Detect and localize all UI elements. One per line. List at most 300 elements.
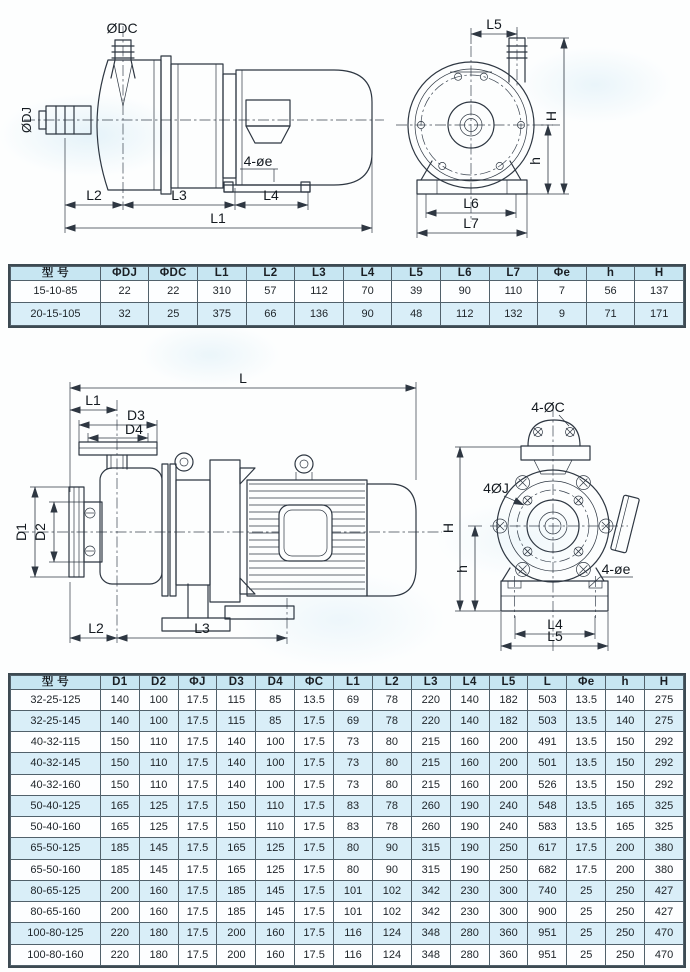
value-cell: 380 — [645, 838, 684, 859]
dim-label-4e: 4-øe — [601, 561, 631, 577]
table-row — [11, 303, 684, 326]
value-cell: 39 — [392, 280, 441, 303]
model-cell: 65-50-160 — [11, 859, 101, 880]
value-cell: 165 — [606, 817, 645, 838]
value-cell: 182 — [489, 689, 528, 710]
value-cell: 69 — [334, 710, 373, 731]
value-cell: 56 — [586, 280, 635, 303]
model-cell: 32-25-145 — [11, 710, 101, 731]
suction-flange — [79, 442, 157, 469]
value-cell: 280 — [450, 923, 489, 944]
dimension-table-large — [10, 675, 684, 966]
value-cell: 190 — [450, 838, 489, 859]
value-cell: 470 — [645, 923, 684, 944]
value-cell: 140 — [100, 710, 139, 731]
dim-label-l3: L3 — [194, 620, 210, 636]
model-cell: 100-80-125 — [11, 923, 101, 944]
value-cell: 17.5 — [295, 817, 334, 838]
value-cell: 13.5 — [567, 753, 606, 774]
value-cell: 90 — [343, 303, 392, 326]
value-cell: 190 — [450, 859, 489, 880]
dim-label-d1: D1 — [13, 523, 29, 541]
value-cell: 200 — [606, 838, 645, 859]
value-cell: 110 — [256, 795, 295, 816]
value-cell: 250 — [489, 859, 528, 880]
value-cell: 300 — [489, 880, 528, 901]
value-cell: 200 — [606, 859, 645, 880]
small-pump-side-drawing — [18, 2, 390, 254]
value-cell: 17.5 — [567, 859, 606, 880]
value-cell: 250 — [606, 944, 645, 965]
table-row — [11, 732, 684, 753]
value-cell: 80 — [372, 774, 411, 795]
value-cell: 71 — [586, 303, 635, 326]
value-cell: 250 — [606, 923, 645, 944]
table-row — [11, 859, 684, 880]
value-cell: 360 — [489, 944, 528, 965]
value-cell: 220 — [411, 689, 450, 710]
model-cell: 80-65-125 — [11, 880, 101, 901]
table-row — [11, 689, 684, 710]
value-cell: 280 — [450, 944, 489, 965]
value-cell: 150 — [606, 774, 645, 795]
value-cell: 17.5 — [178, 774, 217, 795]
value-cell: 13.5 — [567, 689, 606, 710]
dim-label-h: h — [527, 157, 543, 165]
value-cell: 17.5 — [295, 732, 334, 753]
value-cell: 70 — [343, 280, 392, 303]
column-header: L3 — [295, 267, 344, 281]
column-header: L — [528, 676, 567, 690]
value-cell: 78 — [372, 795, 411, 816]
column-header: h — [606, 676, 645, 690]
side-bracket — [610, 495, 639, 553]
value-cell: 13.5 — [567, 732, 606, 753]
dim-label-d3: D3 — [127, 407, 145, 423]
value-cell: 150 — [100, 732, 139, 753]
dim-label-l1: L1 — [85, 392, 101, 408]
motor-bracket — [223, 74, 236, 178]
value-cell: 17.5 — [295, 859, 334, 880]
value-cell: 69 — [334, 689, 373, 710]
column-header: ΦDJ — [100, 267, 149, 281]
value-cell: 292 — [645, 774, 684, 795]
value-cell: 115 — [217, 689, 256, 710]
value-cell: 125 — [256, 859, 295, 880]
value-cell: 171 — [635, 303, 684, 326]
value-cell: 115 — [217, 710, 256, 731]
column-header: L6 — [440, 267, 489, 281]
terminal-box — [246, 100, 290, 126]
value-cell: 240 — [489, 795, 528, 816]
value-cell: 150 — [217, 795, 256, 816]
value-cell: 110 — [139, 774, 178, 795]
value-cell: 17.5 — [178, 838, 217, 859]
dim-label-l7: L7 — [463, 215, 479, 231]
value-cell: 165 — [217, 859, 256, 880]
dim-label-l5: L5 — [547, 628, 563, 644]
value-cell: 190 — [450, 817, 489, 838]
value-cell: 17.5 — [567, 838, 606, 859]
value-cell: 503 — [528, 689, 567, 710]
clamp-ring — [161, 56, 171, 194]
value-cell: 124 — [372, 944, 411, 965]
value-cell: 102 — [372, 880, 411, 901]
value-cell: 100 — [256, 774, 295, 795]
column-header: D3 — [217, 676, 256, 690]
value-cell: 165 — [606, 795, 645, 816]
value-cell: 13.5 — [567, 817, 606, 838]
value-cell: 140 — [450, 710, 489, 731]
table-row — [11, 838, 684, 859]
value-cell: 85 — [256, 710, 295, 731]
value-cell: 66 — [246, 303, 295, 326]
value-cell: 25 — [149, 303, 198, 326]
column-header: 型 号 — [11, 267, 101, 281]
column-header: D1 — [100, 676, 139, 690]
value-cell: 427 — [645, 902, 684, 923]
value-cell: 90 — [372, 838, 411, 859]
value-cell: 360 — [489, 923, 528, 944]
value-cell: 13.5 — [567, 795, 606, 816]
value-cell: 150 — [217, 817, 256, 838]
column-header: L2 — [246, 267, 295, 281]
value-cell: 17.5 — [178, 710, 217, 731]
value-cell: 900 — [528, 902, 567, 923]
value-cell: 140 — [606, 689, 645, 710]
value-cell: 200 — [489, 774, 528, 795]
value-cell: 17.5 — [295, 710, 334, 731]
value-cell: 17.5 — [295, 944, 334, 965]
value-cell: 145 — [139, 838, 178, 859]
dim-label-l1: L1 — [210, 210, 226, 226]
header-row — [11, 676, 684, 690]
value-cell: 682 — [528, 859, 567, 880]
table-row — [11, 795, 684, 816]
value-cell: 17.5 — [178, 923, 217, 944]
table-row — [11, 280, 684, 303]
value-cell: 90 — [372, 859, 411, 880]
value-cell: 740 — [528, 880, 567, 901]
large-pump-front-drawing — [440, 376, 688, 654]
value-cell: 250 — [606, 880, 645, 901]
model-cell: 40-32-160 — [11, 774, 101, 795]
value-cell: 116 — [334, 923, 373, 944]
value-cell: 185 — [100, 838, 139, 859]
value-cell: 503 — [528, 710, 567, 731]
value-cell: 548 — [528, 795, 567, 816]
value-cell: 110 — [256, 817, 295, 838]
table-row — [11, 817, 684, 838]
value-cell: 90 — [440, 280, 489, 303]
value-cell: 200 — [217, 923, 256, 944]
dimension-table-small — [10, 266, 684, 326]
value-cell: 140 — [217, 732, 256, 753]
column-header: L2 — [372, 676, 411, 690]
value-cell: 165 — [100, 795, 139, 816]
value-cell: 17.5 — [295, 774, 334, 795]
value-cell: 230 — [450, 902, 489, 923]
value-cell: 240 — [489, 817, 528, 838]
value-cell: 17.5 — [295, 923, 334, 944]
value-cell: 380 — [645, 859, 684, 880]
value-cell: 325 — [645, 817, 684, 838]
column-header: ΦC — [295, 676, 334, 690]
dim-label-l2: L2 — [86, 187, 102, 203]
value-cell: 140 — [217, 774, 256, 795]
value-cell: 160 — [450, 732, 489, 753]
table-row — [11, 880, 684, 901]
dim-label-d4: D4 — [125, 421, 143, 437]
value-cell: 292 — [645, 732, 684, 753]
value-cell: 110 — [139, 732, 178, 753]
value-cell: 260 — [411, 795, 450, 816]
value-cell: 83 — [334, 817, 373, 838]
value-cell: 583 — [528, 817, 567, 838]
value-cell: 101 — [334, 902, 373, 923]
value-cell: 17.5 — [295, 902, 334, 923]
dim-label-d2: D2 — [32, 523, 48, 541]
value-cell: 160 — [450, 753, 489, 774]
table-row — [11, 944, 684, 965]
value-cell: 48 — [392, 303, 441, 326]
value-cell: 325 — [645, 795, 684, 816]
model-cell: 80-65-160 — [11, 902, 101, 923]
dim-label-l2: L2 — [88, 620, 104, 636]
value-cell: 100 — [256, 753, 295, 774]
value-cell: 275 — [645, 689, 684, 710]
small-pump-front-drawing — [392, 8, 594, 256]
value-cell: 13.5 — [295, 689, 334, 710]
value-cell: 165 — [100, 817, 139, 838]
value-cell: 160 — [450, 774, 489, 795]
discharge-flange-top — [521, 420, 590, 474]
value-cell: 102 — [372, 902, 411, 923]
value-cell: 342 — [411, 880, 450, 901]
value-cell: 125 — [139, 817, 178, 838]
value-cell: 17.5 — [295, 880, 334, 901]
value-cell: 145 — [139, 859, 178, 880]
value-cell: 617 — [528, 838, 567, 859]
value-cell: 17.5 — [178, 902, 217, 923]
value-cell: 300 — [489, 902, 528, 923]
column-header: Φe — [538, 267, 587, 281]
dim-label-dj: ØDJ — [19, 107, 34, 133]
value-cell: 17.5 — [178, 880, 217, 901]
value-cell: 9 — [538, 303, 587, 326]
column-header: D2 — [139, 676, 178, 690]
dim-label-e: 4-øe — [243, 153, 273, 169]
value-cell: 160 — [256, 923, 295, 944]
pump-feet — [417, 161, 527, 194]
magnet-housing — [176, 480, 210, 585]
model-cell: 100-80-160 — [11, 944, 101, 965]
value-cell: 200 — [489, 753, 528, 774]
value-cell: 150 — [100, 753, 139, 774]
lifting-eye-motor — [295, 455, 313, 480]
value-cell: 220 — [100, 944, 139, 965]
value-cell: 110 — [139, 753, 178, 774]
value-cell: 100 — [139, 689, 178, 710]
column-header: H — [645, 676, 684, 690]
motor-foot — [225, 606, 294, 619]
value-cell: 17.5 — [178, 795, 217, 816]
value-cell: 250 — [489, 838, 528, 859]
column-header: Φe — [567, 676, 606, 690]
value-cell: 145 — [256, 880, 295, 901]
pump-base — [501, 568, 608, 611]
value-cell: 220 — [100, 923, 139, 944]
value-cell: 17.5 — [178, 753, 217, 774]
model-cell: 40-32-115 — [11, 732, 101, 753]
dim-label-H: H — [440, 522, 456, 534]
model-cell: 65-50-125 — [11, 838, 101, 859]
value-cell: 25 — [567, 923, 606, 944]
value-cell: 80 — [334, 859, 373, 880]
value-cell: 491 — [528, 732, 567, 753]
value-cell: 315 — [411, 859, 450, 880]
value-cell: 200 — [217, 944, 256, 965]
value-cell: 136 — [295, 303, 344, 326]
model-cell: 50-40-125 — [11, 795, 101, 816]
dim-label-4c: 4-ØC — [531, 399, 565, 415]
motor-nameplate — [279, 505, 332, 561]
value-cell: 78 — [372, 710, 411, 731]
value-cell: 375 — [198, 303, 247, 326]
value-cell: 25 — [567, 902, 606, 923]
column-header: L3 — [411, 676, 450, 690]
column-header: L4 — [343, 267, 392, 281]
value-cell: 200 — [100, 902, 139, 923]
value-cell: 150 — [606, 732, 645, 753]
column-header: L1 — [334, 676, 373, 690]
column-header: h — [586, 267, 635, 281]
value-cell: 73 — [334, 753, 373, 774]
value-cell: 125 — [139, 795, 178, 816]
value-cell: 145 — [256, 902, 295, 923]
value-cell: 215 — [411, 774, 450, 795]
dimension-table-small-wrap — [8, 264, 686, 328]
dim-label-l3: L3 — [171, 187, 187, 203]
header-row — [11, 267, 684, 281]
value-cell: 470 — [645, 944, 684, 965]
model-cell: 20-15-105 — [11, 303, 101, 326]
value-cell: 17.5 — [178, 859, 217, 880]
dim-label-h: h — [454, 565, 470, 573]
value-cell: 220 — [411, 710, 450, 731]
value-cell: 160 — [139, 902, 178, 923]
value-cell: 250 — [606, 902, 645, 923]
dim-label-l4: L4 — [547, 616, 563, 632]
value-cell: 427 — [645, 880, 684, 901]
column-header: L5 — [392, 267, 441, 281]
column-header: L5 — [489, 676, 528, 690]
dim-label-l5: L5 — [486, 16, 502, 32]
value-cell: 342 — [411, 902, 450, 923]
table-row — [11, 902, 684, 923]
value-cell: 150 — [606, 753, 645, 774]
value-cell: 25 — [567, 944, 606, 965]
value-cell: 275 — [645, 710, 684, 731]
value-cell: 116 — [334, 944, 373, 965]
magnet-housing — [171, 64, 223, 188]
model-cell: 15-10-85 — [11, 280, 101, 303]
value-cell: 132 — [489, 303, 538, 326]
value-cell: 100 — [256, 732, 295, 753]
dim-label-4j: 4ØJ — [483, 480, 509, 496]
value-cell: 348 — [411, 923, 450, 944]
value-cell: 200 — [100, 880, 139, 901]
value-cell: 180 — [139, 944, 178, 965]
value-cell: 292 — [645, 753, 684, 774]
value-cell: 315 — [411, 838, 450, 859]
value-cell: 78 — [372, 817, 411, 838]
value-cell: 110 — [489, 280, 538, 303]
value-cell: 215 — [411, 732, 450, 753]
column-header: H — [635, 267, 684, 281]
value-cell: 180 — [139, 923, 178, 944]
motor-body — [247, 480, 416, 596]
value-cell: 185 — [217, 880, 256, 901]
value-cell: 25 — [567, 880, 606, 901]
value-cell: 17.5 — [178, 732, 217, 753]
value-cell: 32 — [100, 303, 149, 326]
value-cell: 140 — [606, 710, 645, 731]
value-cell: 17.5 — [178, 817, 217, 838]
value-cell: 951 — [528, 923, 567, 944]
model-cell: 40-32-145 — [11, 753, 101, 774]
column-header: L1 — [198, 267, 247, 281]
value-cell: 501 — [528, 753, 567, 774]
value-cell: 125 — [256, 838, 295, 859]
value-cell: 230 — [450, 880, 489, 901]
value-cell: 215 — [411, 753, 450, 774]
value-cell: 22 — [100, 280, 149, 303]
column-header: 型 号 — [11, 676, 101, 690]
column-header: D4 — [256, 676, 295, 690]
dim-label-l4: L4 — [263, 187, 279, 203]
value-cell: 80 — [372, 732, 411, 753]
value-cell: 17.5 — [295, 753, 334, 774]
value-cell: 17.5 — [178, 944, 217, 965]
value-cell: 78 — [372, 689, 411, 710]
value-cell: 185 — [100, 859, 139, 880]
value-cell: 80 — [334, 838, 373, 859]
value-cell: 73 — [334, 774, 373, 795]
value-cell: 160 — [139, 880, 178, 901]
value-cell: 57 — [246, 280, 295, 303]
value-cell: 73 — [334, 732, 373, 753]
value-cell: 140 — [217, 753, 256, 774]
lifting-eye-front — [175, 453, 193, 471]
column-header: ΦJ — [178, 676, 217, 690]
value-cell: 124 — [372, 923, 411, 944]
value-cell: 13.5 — [567, 774, 606, 795]
value-cell: 7 — [538, 280, 587, 303]
dim-label-L: L — [239, 370, 247, 386]
value-cell: 13.5 — [567, 710, 606, 731]
support-bracket — [210, 460, 255, 602]
column-header: L7 — [489, 267, 538, 281]
value-cell: 137 — [635, 280, 684, 303]
column-header: ΦDC — [149, 267, 198, 281]
dimension-table-large-wrap — [8, 673, 686, 968]
table-row — [11, 774, 684, 795]
value-cell: 101 — [334, 880, 373, 901]
value-cell: 140 — [100, 689, 139, 710]
value-cell: 150 — [100, 774, 139, 795]
value-cell: 80 — [372, 753, 411, 774]
